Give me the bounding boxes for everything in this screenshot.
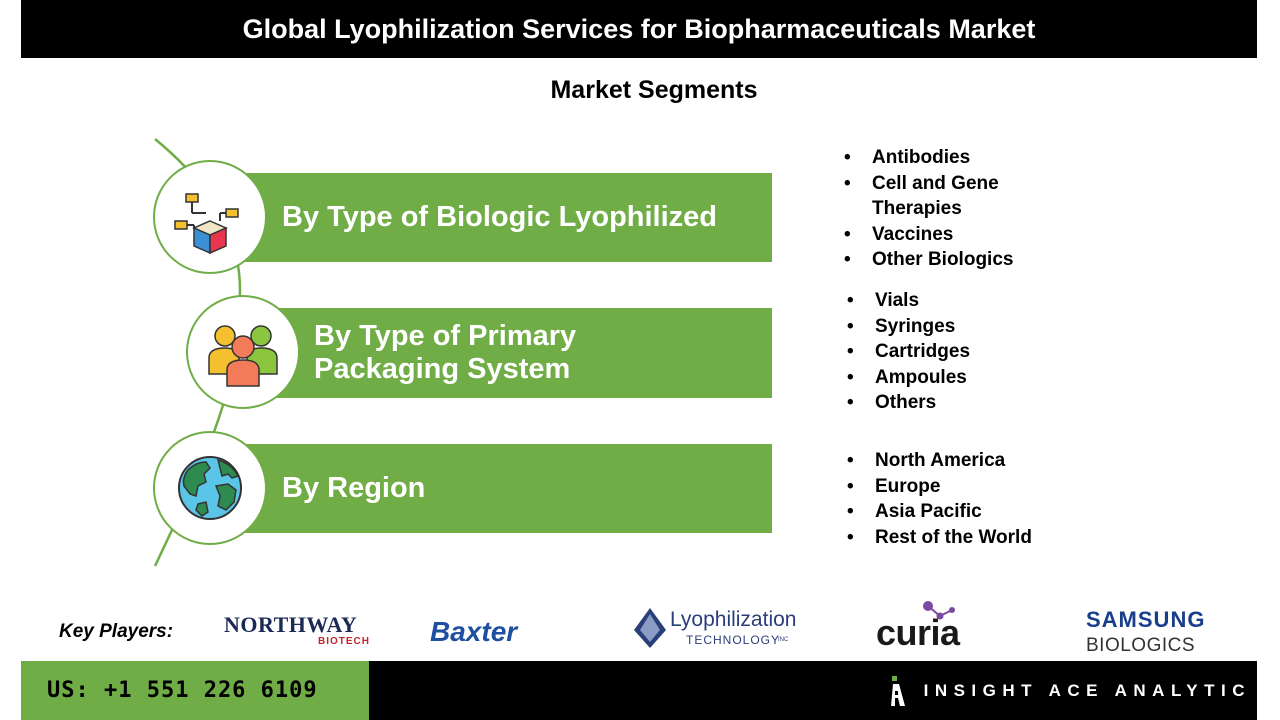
northway-logo-text: NORTHWAY — [224, 612, 358, 637]
cube-network-icon — [170, 177, 250, 257]
lyophilization-logo-inc: INC — [778, 637, 789, 643]
segment-circle-region — [153, 431, 267, 545]
segment-bar-biologic-type — [240, 173, 772, 262]
list-item: • North America — [847, 448, 1032, 474]
segment-items-biologic-type — [844, 145, 1013, 273]
footer-brand: INSIGHT ACE ANALYTIC — [923, 680, 1251, 700]
footer-phone-panel — [21, 661, 369, 720]
list-item: • Cell and Gene Therapies — [844, 171, 1013, 222]
segment-circle-biologic-type — [153, 160, 267, 274]
northway-logo-subtext: BIOTECH — [318, 636, 370, 647]
segment-circle-packaging-system — [186, 295, 300, 409]
footer-brand-panel — [369, 661, 1257, 720]
globe-icon — [170, 448, 250, 528]
baxter-logo: Baxter — [430, 616, 518, 647]
list-item: • Vaccines — [844, 222, 1013, 248]
key-players-label: Key Players: — [59, 621, 174, 642]
list-item: • Antibodies — [844, 145, 1013, 171]
samsung-logo-subtext: BIOLOGICS — [1086, 635, 1196, 656]
lyophilization-logo-mark-icon — [632, 606, 668, 650]
segment-label: By Type of Primary Packaging System — [314, 319, 577, 385]
insight-ace-logo-icon — [890, 674, 908, 708]
lyophilization-logo-subtext: TECHNOLOGY — [686, 633, 781, 647]
segment-bar-packaging-system — [272, 308, 772, 398]
samsung-logo-text: SAMSUNG — [1086, 607, 1206, 632]
segment-items-packaging-system — [847, 288, 970, 416]
list-item: • Others — [847, 390, 970, 416]
samsung-biologics-logo — [1086, 607, 1216, 657]
list-item: • Other Biologics — [844, 247, 1013, 273]
footer-phone: US: +1 551 226 6109 — [47, 678, 318, 703]
curia-logo-text: curia — [876, 612, 960, 653]
lyophilization-logo-text: Lyophilization — [670, 608, 797, 631]
section-subtitle: Market Segments — [550, 76, 758, 104]
list-item: • Cartridges — [847, 339, 970, 365]
list-item: • Vials — [847, 288, 970, 314]
segment-label: By Type of Biologic Lyophilized — [282, 200, 718, 233]
segment-label: By Region — [282, 471, 426, 504]
lyophilization-technology-logo — [632, 606, 802, 650]
people-group-icon — [203, 312, 283, 392]
list-item: • Syringes — [847, 314, 970, 340]
curia-logo — [876, 600, 966, 654]
list-item: • Asia Pacific — [847, 499, 1032, 525]
northway-logo — [224, 612, 384, 652]
list-item: • Rest of the World — [847, 525, 1032, 551]
list-item: • Europe — [847, 474, 1032, 500]
list-item: • Ampoules — [847, 365, 970, 391]
segment-items-region — [847, 448, 1032, 550]
segment-bar-region — [240, 444, 772, 533]
page-title: Global Lyophilization Services for Biopharmaceuticals Market — [242, 13, 1036, 44]
